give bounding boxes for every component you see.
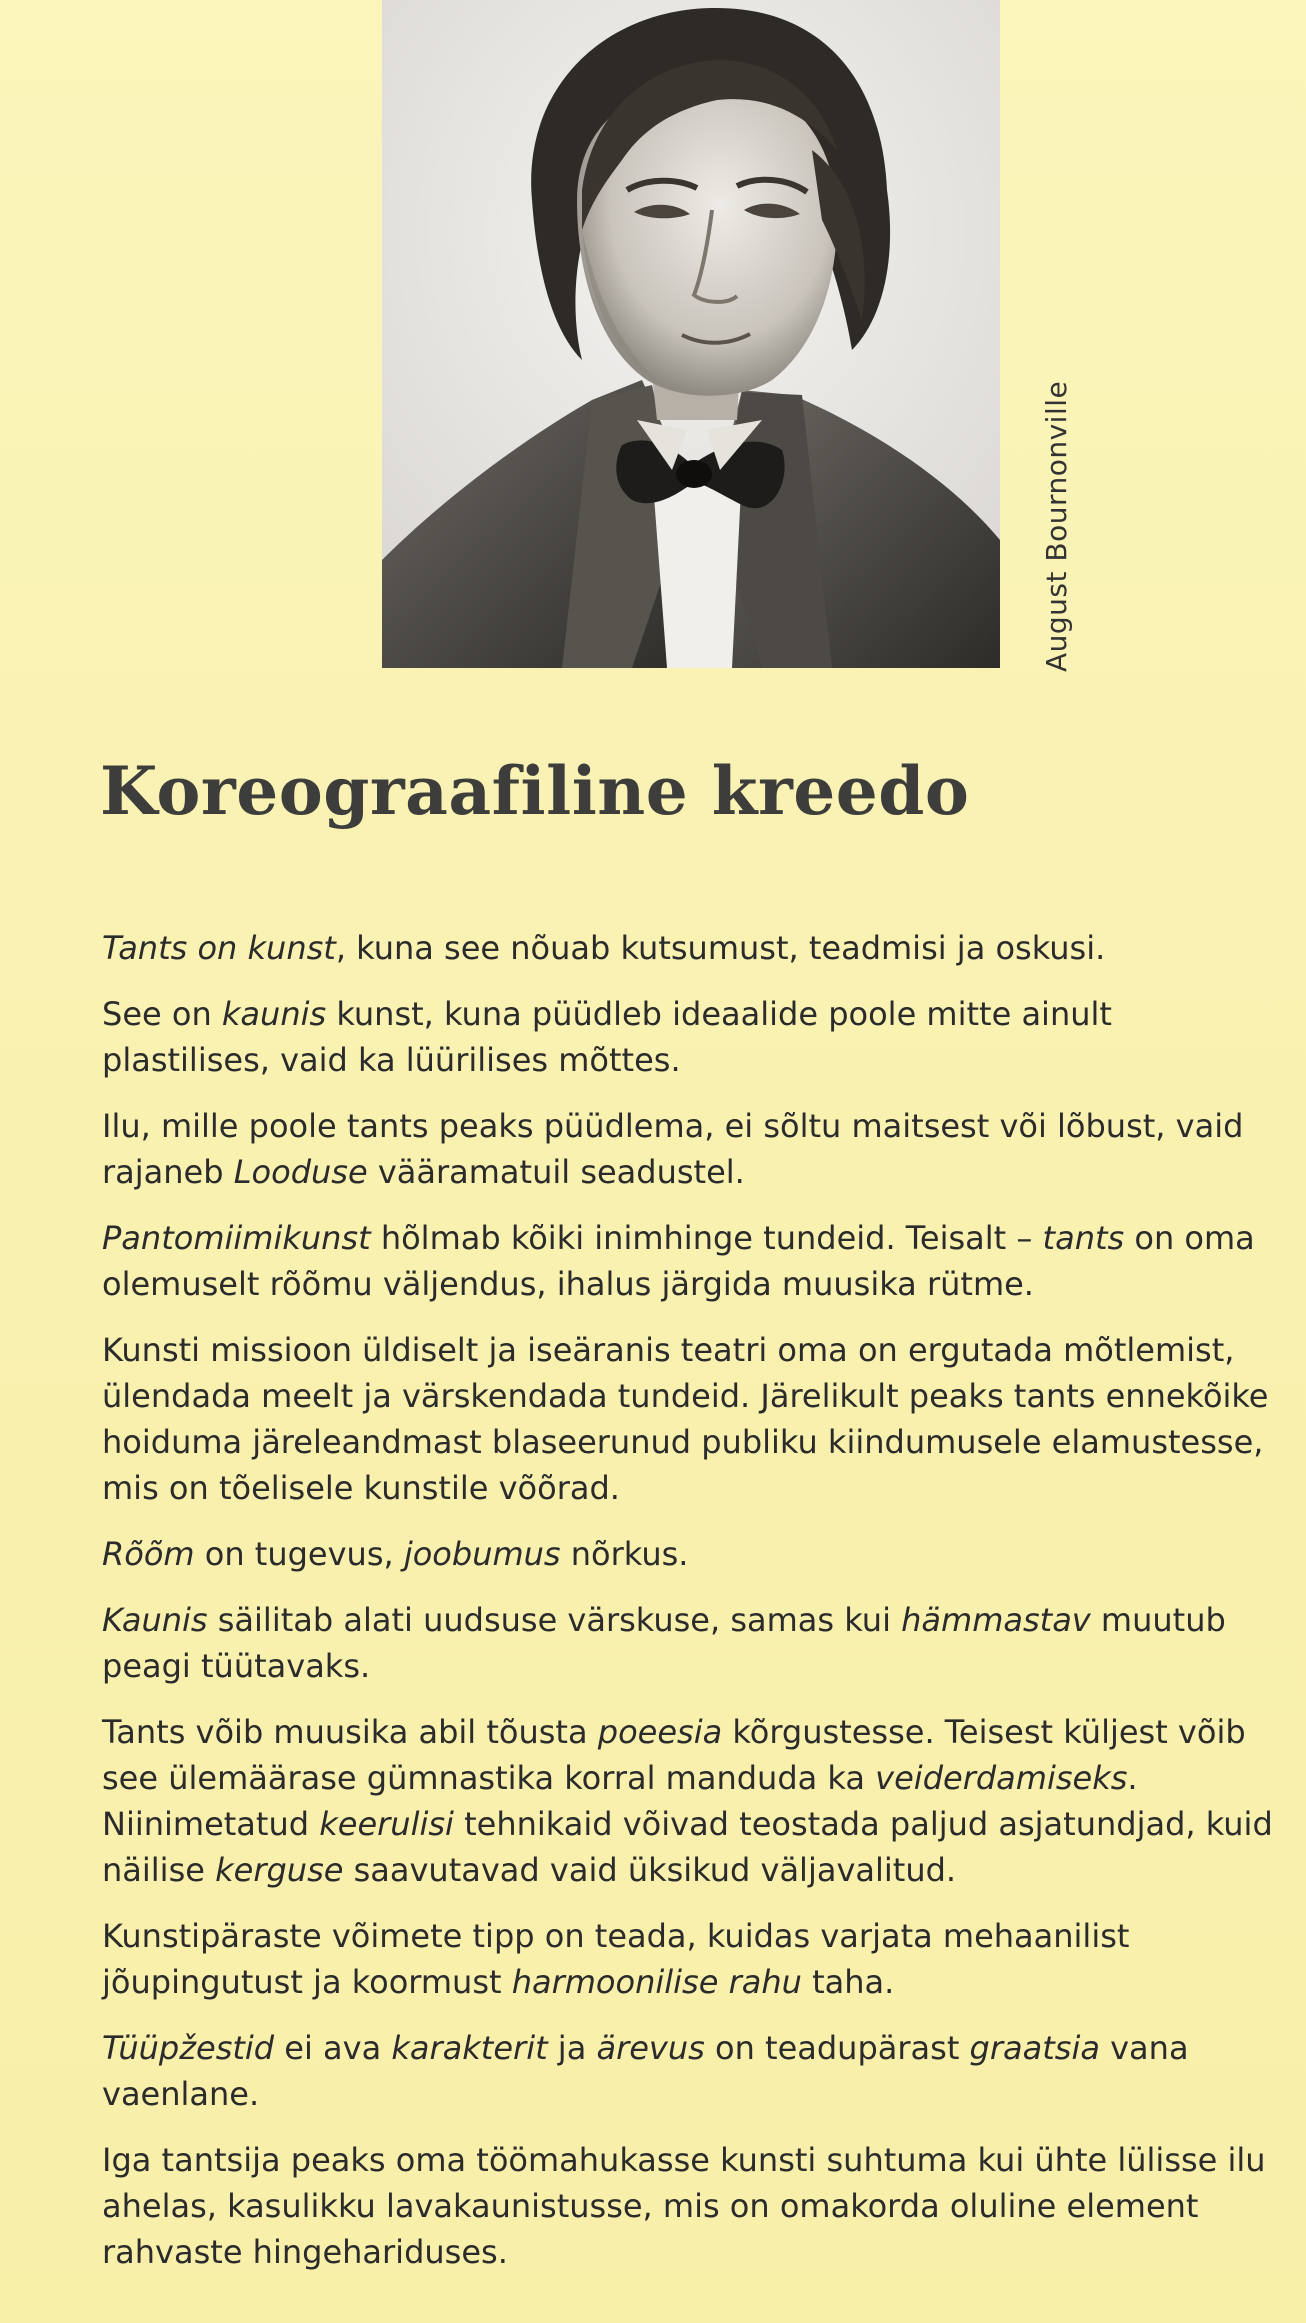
emphasis-text: poeesia — [597, 1713, 723, 1751]
emphasis-text: kaunis — [221, 995, 327, 1033]
text-run: on teadupärast — [704, 2029, 970, 2067]
emphasis-text: Tüüpžestid — [102, 2029, 275, 2067]
emphasis-text: Pantomiimikunst — [102, 1219, 371, 1257]
emphasis-text: joobumus — [403, 1535, 561, 1573]
credo-text — [102, 925, 1282, 2295]
paragraph — [102, 1597, 1282, 1689]
page-title: Koreograafiline kreedo — [100, 752, 970, 830]
emphasis-text: kerguse — [215, 1851, 344, 1889]
emphasis-text: veiderdamiseks — [875, 1759, 1128, 1797]
paragraph — [102, 1327, 1282, 1511]
emphasis-text: keerulisi — [319, 1805, 454, 1843]
paragraph — [102, 991, 1282, 1083]
text-run: vana vaenlane. — [102, 2029, 1189, 2113]
emphasis-text: Rõõm — [102, 1535, 195, 1573]
text-run: , kuna see nõuab kutsumust, teadmisi ja oskusi. — [335, 929, 1106, 967]
emphasis-text: ärevus — [596, 2029, 705, 2067]
text-run: ei ava — [274, 2029, 392, 2067]
text-run: on tugevus, — [194, 1535, 404, 1573]
text-run: kunst, kuna püüdleb ideaalide poole mitte ainult plastilises, vaid ka lüürilises mõttes. — [102, 995, 1112, 1079]
emphasis-text: harmoonilise rahu — [511, 1963, 802, 2001]
text-run: taha. — [801, 1963, 895, 2001]
paragraph — [102, 1913, 1282, 2005]
emphasis-text: Tants on kunst — [102, 929, 336, 967]
text-run: on oma olemuselt rõõmu väljendus, ihalus järgida muusika rütme. — [102, 1219, 1255, 1303]
text-run: nõrkus. — [560, 1535, 689, 1573]
portrait-image — [382, 0, 1000, 668]
text-run: Kunsti missioon üldiselt ja iseäranis teatri oma on ergutada mõtlemist, ülendada meelt ja värskendada tundeid. Järelikult peaks tants ennekõike hoiduma järeleandmast blaseerunud publiku kiindumusele elamustesse, mis on tõelisele kunstile võõrad. — [102, 1331, 1269, 1507]
emphasis-text: tants — [1042, 1219, 1125, 1257]
text-run: Kunstipäraste võimete tipp on teada, kuidas varjata mehaanilist jõupingutust ja koormust — [102, 1917, 1130, 2001]
paragraph — [102, 2137, 1282, 2275]
text-run: vääramatuil seadustel. — [367, 1153, 745, 1191]
paragraph — [102, 1215, 1282, 1307]
text-run: ja — [547, 2029, 597, 2067]
portrait-caption: August Bournonville — [1040, 380, 1073, 672]
text-run: Tants võib muusika abil tõusta — [102, 1713, 598, 1751]
paragraph — [102, 2025, 1282, 2117]
text-run: säilitab alati uudsuse värskuse, samas kui — [207, 1601, 902, 1639]
emphasis-text: karakterit — [391, 2029, 548, 2067]
emphasis-text: Looduse — [233, 1153, 368, 1191]
text-run: kõrgustesse. Teisest küljest võib see ülemäärase gümnastika korral manduda ka — [102, 1713, 1246, 1797]
text-run: See on — [102, 995, 222, 1033]
paragraph — [102, 1103, 1282, 1195]
emphasis-text: hämmastav — [901, 1601, 1091, 1639]
text-run: Ilu, mille poole tants peaks püüdlema, ei sõltu maitsest või lõbust, vaid rajaneb — [102, 1107, 1244, 1191]
paragraph — [102, 925, 1282, 971]
paragraph — [102, 1531, 1282, 1577]
text-run: muutub peagi tüütavaks. — [102, 1601, 1226, 1685]
text-run: tehnikaid võivad teostada paljud asjatundjad, kuid näilise — [102, 1805, 1273, 1889]
text-run: Iga tantsija peaks oma töömahukasse kunsti suhtuma kui ühte lülisse ilu ahelas, kasulikku lavakaunistusse, mis on omakorda oluline element rahvaste hingehariduses. — [102, 2141, 1266, 2271]
paragraph — [102, 1709, 1282, 1893]
text-run: saavutavad vaid üksikud väljavalitud. — [343, 1851, 957, 1889]
emphasis-text: graatsia — [969, 2029, 1100, 2067]
text-run: hõlmab kõiki inimhinge tundeid. Teisalt – — [370, 1219, 1043, 1257]
portrait-engraving — [382, 0, 1000, 668]
emphasis-text: Kaunis — [102, 1601, 208, 1639]
text-run: . Niinimetatud — [102, 1759, 1138, 1843]
